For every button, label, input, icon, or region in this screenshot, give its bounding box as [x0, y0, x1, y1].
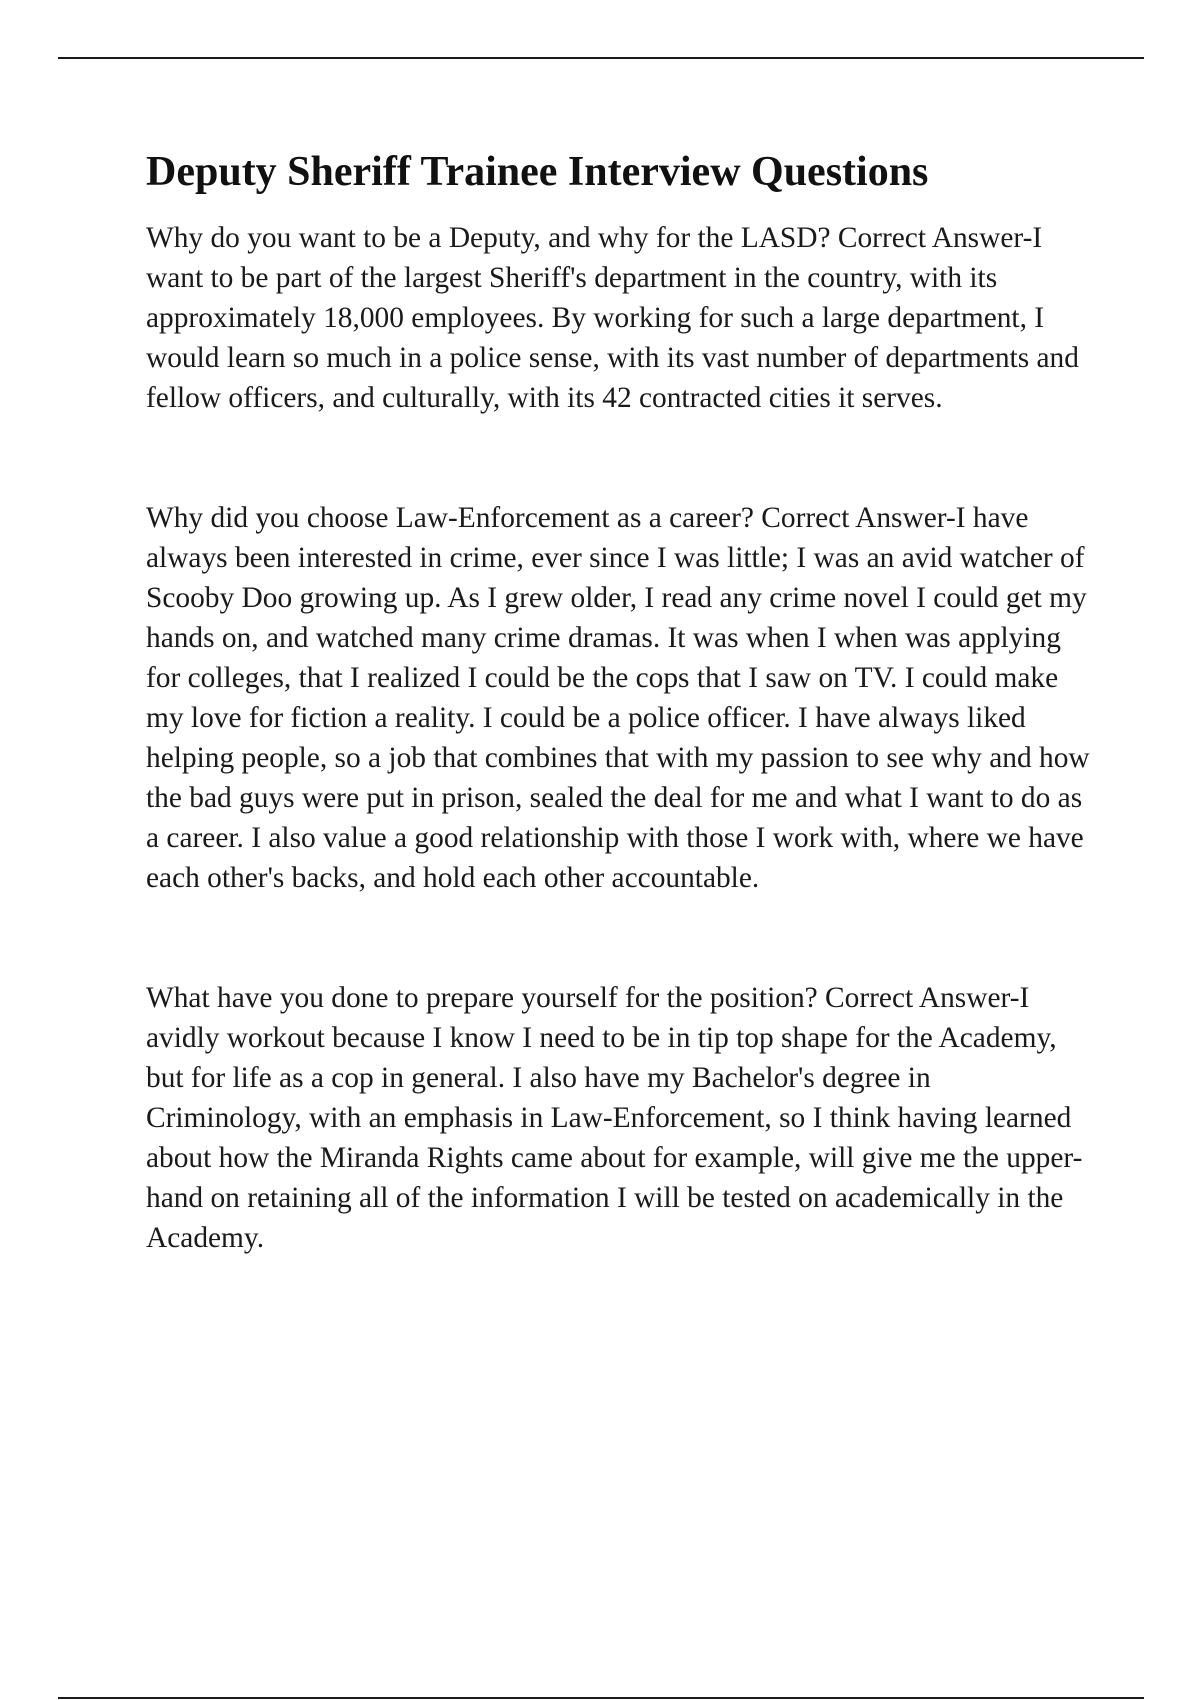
- top-divider: [58, 57, 1144, 59]
- page-title: Deputy Sheriff Trainee Interview Questions: [146, 149, 929, 195]
- qa-entry-1: Why do you want to be a Deputy, and why for the LASD? Correct Answer-I want to be part of the largest Sheriff's department in the country, with its approximately 18,000 employees. By working for such a large department, I would learn so much in a police sense, with its vast number of departments and fellow officers, and culturally, with its 42 contracted cities it serves.: [146, 222, 1079, 414]
- document-body: [146, 146, 1091, 1338]
- qa-entry-2: Why did you choose Law-Enforcement as a career? Correct Answer-I have always been interested in crime, ever since I was little; I was an avid watcher of Scooby Doo growing up. As I grew older, I read any crime novel I could get my hands on, and watched many crime dramas. It was when I when was applying for colleges, that I realized I could be the cops that I saw on TV. I could make my love for fiction a reality. I could be a police officer. I have always liked helping people, so a job that combines that with my passion to see why and how the bad guys were put in prison, sealed the deal for me and what I want to do as a career. I also value a good relationship with those I work with, where we have each other's backs, and hold each other accountable.: [146, 502, 1090, 894]
- bottom-divider: [58, 1697, 1144, 1699]
- qa-entry-3: What have you done to prepare yourself for the position? Correct Answer-I avidly workout because I know I need to be in tip top shape for the Academy, but for life as a cop in general. I also have my Bachelor's degree in Criminology, with an emphasis in Law-Enforcement, so I think having learned about how the Miranda Rights came about for example, will give me the upper-hand on retaining all of the information I will be tested on academically in the Academy.: [146, 982, 1083, 1254]
